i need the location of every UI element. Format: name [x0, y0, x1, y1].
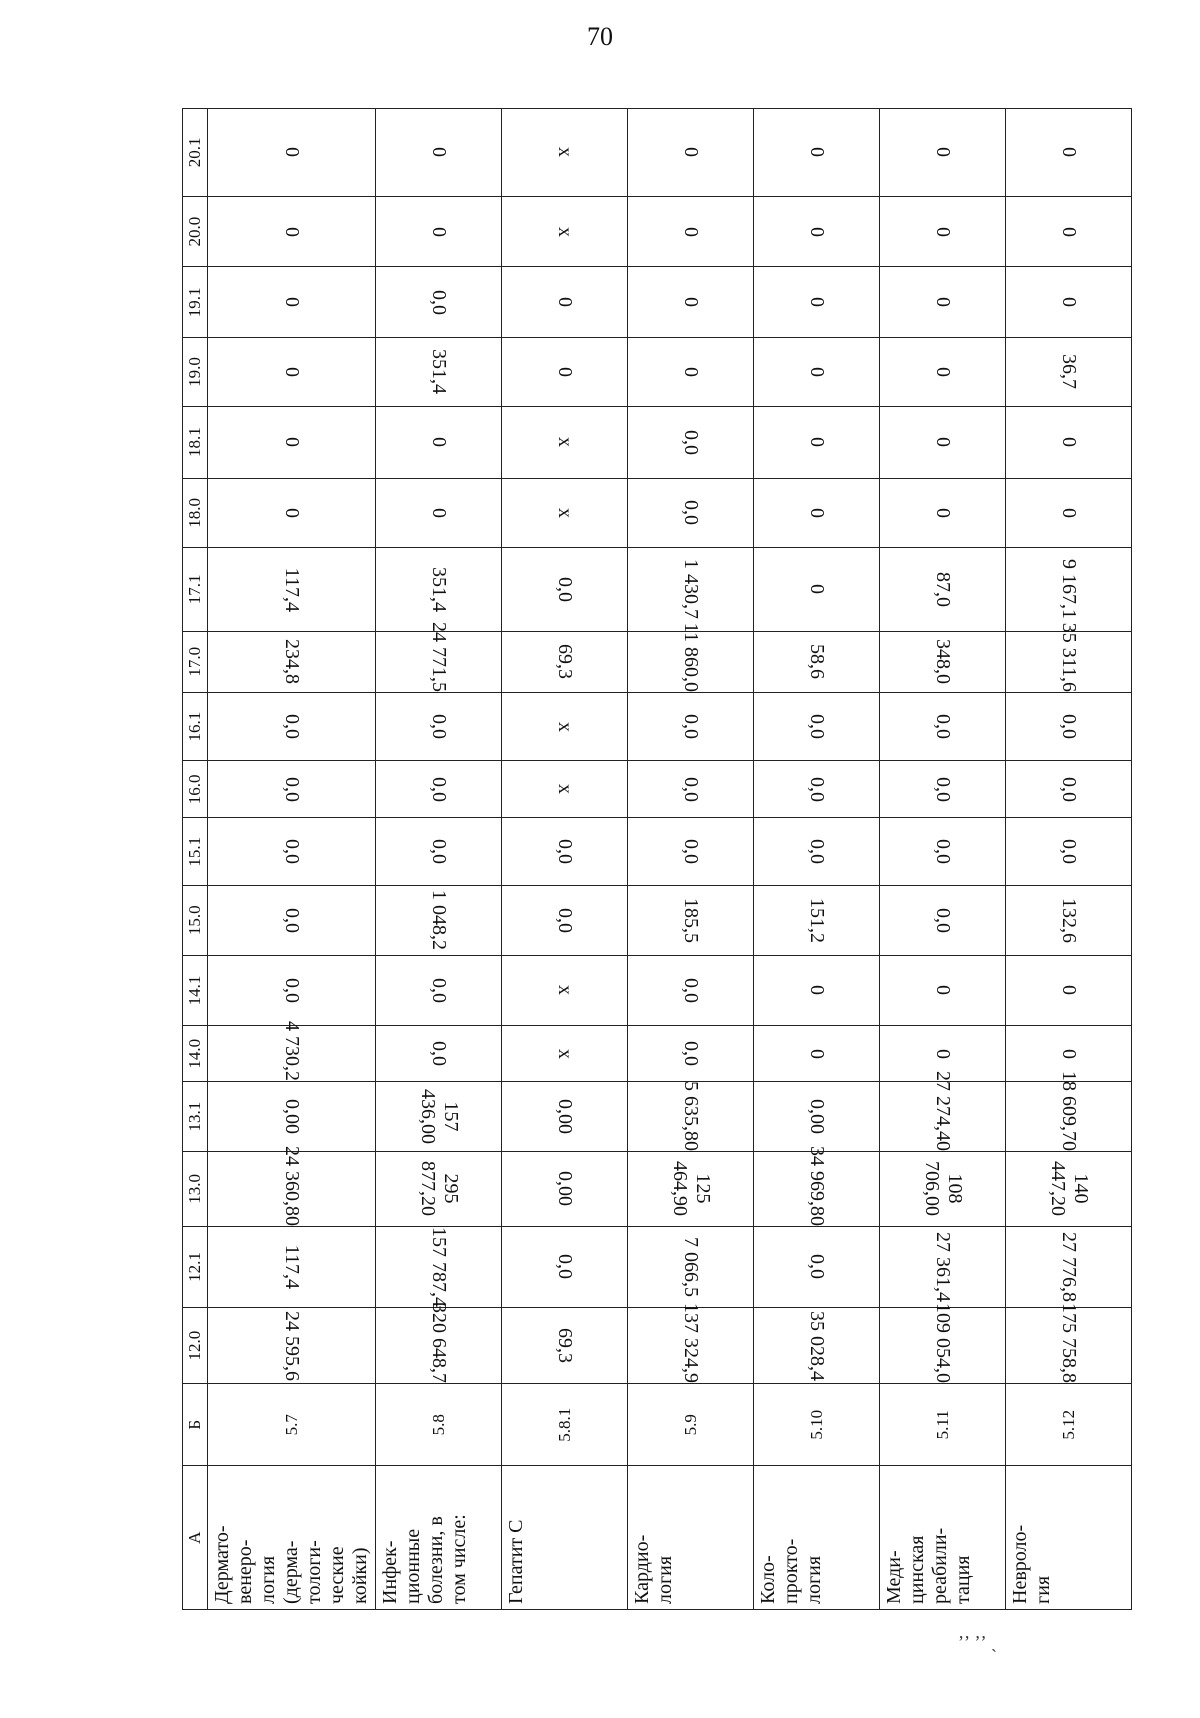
value-text: 0,00 [554, 1099, 576, 1135]
data-table [182, 108, 1132, 1610]
value-cell [754, 478, 880, 548]
value-text: 0,0 [680, 500, 702, 526]
value-text: 0 [1058, 437, 1080, 448]
value-text: 0 [932, 226, 954, 237]
value-cell [502, 1151, 628, 1226]
value-cell [628, 406, 754, 478]
value-cell [754, 338, 880, 407]
value-text: 0 [428, 437, 450, 448]
value-text: 0 [806, 507, 828, 518]
value-text: 35 311,6 [1058, 622, 1080, 692]
value-text: 0 [554, 297, 576, 308]
column-header: 15.1 [183, 818, 208, 886]
value-text: 0 [1058, 1048, 1080, 1059]
value-text: 157 787,4 [428, 1227, 450, 1307]
value-cell [880, 548, 1006, 631]
column-header: 14.0 [183, 1026, 208, 1082]
value-cell [376, 109, 502, 197]
value-text: 320 648,7 [428, 1303, 450, 1384]
value-cell [208, 818, 376, 886]
value-cell [754, 818, 880, 886]
value-cell [880, 1070, 1006, 1152]
value-text: 109 054,0 [932, 1303, 954, 1384]
value-cell [754, 955, 880, 1026]
value-text: 11 860,0 [680, 622, 702, 692]
value-text: 0 [1058, 985, 1080, 996]
value-text: 0 [932, 437, 954, 448]
category-cell: Меди- цинская реабили- тация [880, 1466, 1006, 1610]
value-text: 0,0 [932, 839, 954, 865]
value-cell [754, 631, 880, 692]
value-cell [754, 1026, 880, 1082]
value-cell [208, 631, 376, 692]
value-text: 0,0 [932, 714, 954, 740]
value-text: 0 [1058, 297, 1080, 308]
value-cell [376, 406, 502, 478]
column-header: 15.0 [183, 885, 208, 955]
value-cell [376, 692, 502, 761]
column-header: 17.1 [183, 548, 208, 631]
value-text: 36,7 [1058, 354, 1080, 390]
value-text: 0 [1058, 147, 1080, 158]
value-cell [208, 548, 376, 631]
value-text: x [554, 226, 576, 237]
value-text: 0,0 [281, 907, 303, 933]
column-header: 16.0 [183, 761, 208, 818]
value-cell [1006, 1151, 1132, 1226]
value-text: 351,4 [428, 349, 450, 395]
value-text: 117,4 [281, 567, 303, 612]
value-cell [376, 621, 502, 692]
value-text: x [554, 784, 576, 795]
value-text: 0 [806, 226, 828, 237]
value-text: 0,0 [281, 977, 303, 1003]
column-header: 19.1 [183, 267, 208, 338]
value-cell [376, 955, 502, 1026]
value-text: 0 [680, 297, 702, 308]
value-text: 0,0 [554, 1254, 576, 1280]
value-cell [502, 955, 628, 1026]
value-cell [208, 478, 376, 548]
value-text: 0,0 [428, 776, 450, 802]
value-cell [628, 548, 754, 631]
value-text: 0 [806, 985, 828, 996]
value-text: 0,0 [428, 839, 450, 865]
value-text: 0,0 [806, 776, 828, 802]
value-cell [1006, 885, 1132, 955]
value-cell [628, 109, 754, 197]
column-header: 18.1 [183, 406, 208, 478]
value-cell [754, 1145, 880, 1226]
value-cell [628, 267, 754, 338]
value-cell [376, 338, 502, 407]
value-text: 0 [806, 297, 828, 308]
value-cell [502, 692, 628, 761]
value-cell [880, 267, 1006, 338]
value-cell [880, 1226, 1006, 1307]
column-header: 14.1 [183, 955, 208, 1026]
table-body [208, 109, 1132, 1610]
value-cell [1006, 267, 1132, 338]
value-cell [208, 1308, 376, 1384]
value-cell [208, 338, 376, 407]
category-cell: Гепатит С [502, 1466, 628, 1610]
value-cell [628, 761, 754, 818]
column-header: 16.1 [183, 692, 208, 761]
value-text: 0,0 [1058, 839, 1080, 865]
column-header: 12.1 [183, 1226, 208, 1307]
value-text: 0 [806, 437, 828, 448]
value-text: 58,6 [806, 644, 828, 680]
value-text: x [554, 437, 576, 448]
value-text: 0 [932, 507, 954, 518]
value-text: 0,0 [806, 839, 828, 865]
value-cell [502, 478, 628, 548]
value-cell [880, 692, 1006, 761]
table-row [628, 109, 754, 1610]
value-cell [628, 478, 754, 548]
value-text: x [554, 1048, 576, 1059]
value-text: 0 [806, 584, 828, 595]
rotated-table-container [182, 108, 1100, 1610]
value-cell [1006, 622, 1132, 692]
value-text: 35 028,4 [806, 1310, 828, 1381]
value-text: 4 730,2 [281, 1021, 303, 1082]
value-text: 0 [281, 507, 303, 518]
category-cell: Коло- прокто- логия [754, 1466, 880, 1610]
value-cell [376, 1082, 502, 1152]
column-header: 20.1 [183, 109, 208, 197]
value-text: 0,0 [554, 839, 576, 865]
category-cell: Инфек- ционные болезни, в том числе: [376, 1466, 502, 1610]
value-text: 0 [428, 147, 450, 158]
value-cell [502, 1308, 628, 1384]
value-cell [208, 406, 376, 478]
category-cell: Дермато- венеро- логия (дерма- тологи- ческие койки) [208, 1466, 376, 1610]
value-cell [1006, 109, 1132, 197]
value-cell [1006, 406, 1132, 478]
value-text: 0,00 [281, 1099, 303, 1135]
column-header: 19.0 [183, 338, 208, 407]
value-cell [1006, 1070, 1132, 1152]
value-text: 1 430,7 [680, 559, 702, 620]
value-cell [1006, 955, 1132, 1026]
value-text: 132,6 [1058, 897, 1080, 943]
value-text: 0 [1058, 226, 1080, 237]
table-header [183, 109, 208, 1610]
value-cell [880, 818, 1006, 886]
value-cell [1006, 692, 1132, 761]
value-text: 24 771,5 [428, 621, 450, 692]
value-cell [208, 109, 376, 197]
value-cell [880, 761, 1006, 818]
table-row [1006, 109, 1132, 1610]
value-cell [502, 1082, 628, 1152]
value-cell [880, 196, 1006, 267]
value-cell [208, 1021, 376, 1082]
code-cell: 5.8 [376, 1384, 502, 1466]
code-cell: 5.8.1 [502, 1384, 628, 1466]
value-cell [208, 885, 376, 955]
value-text: 0,0 [680, 839, 702, 865]
value-cell [628, 1151, 754, 1226]
value-text: 348,0 [932, 639, 954, 685]
value-cell [628, 1303, 754, 1384]
value-cell [754, 761, 880, 818]
value-text: 24 360,80 [281, 1145, 303, 1226]
value-cell [376, 1303, 502, 1384]
value-text: 0,0 [680, 1041, 702, 1067]
value-cell [628, 338, 754, 407]
value-cell [880, 631, 1006, 692]
value-cell [880, 1303, 1006, 1384]
value-cell [502, 885, 628, 955]
value-text: 0 [932, 147, 954, 158]
value-text: 0,0 [428, 289, 450, 315]
value-cell [754, 1082, 880, 1152]
column-header: 12.0 [183, 1308, 208, 1384]
value-text: 0,0 [680, 776, 702, 802]
value-text: 234,8 [281, 639, 303, 685]
value-cell [502, 109, 628, 197]
value-text: 0 [806, 1048, 828, 1059]
value-cell [880, 406, 1006, 478]
value-cell [502, 267, 628, 338]
value-cell [502, 1226, 628, 1307]
value-cell [880, 338, 1006, 407]
value-text: 7 066,5 [680, 1237, 702, 1297]
value-text: 108 706,00 [920, 1161, 966, 1217]
value-text: 351,4 [428, 566, 450, 612]
value-cell [1006, 196, 1132, 267]
column-header: 13.1 [183, 1082, 208, 1152]
value-text: 69,3 [554, 644, 576, 680]
column-header: 18.0 [183, 478, 208, 548]
value-cell [376, 818, 502, 886]
value-cell [502, 338, 628, 407]
value-text: x [554, 507, 576, 518]
value-cell [1006, 1303, 1132, 1384]
value-text: 157 436,00 [416, 1089, 462, 1145]
value-text: 27 274,40 [932, 1070, 954, 1151]
category-cell: Кардио- логия [628, 1466, 754, 1610]
value-cell [376, 548, 502, 631]
value-text: 0 [281, 147, 303, 158]
value-text: 0 [806, 366, 828, 377]
table-row [208, 109, 376, 1610]
column-header: 13.0 [183, 1151, 208, 1226]
column-header: А [183, 1466, 208, 1610]
value-text: 0,0 [806, 714, 828, 740]
value-text: 27 361,4 [932, 1232, 954, 1302]
table-row [502, 109, 628, 1610]
value-text: 1 048,2 [428, 890, 450, 951]
value-cell [754, 406, 880, 478]
value-text: 0 [680, 147, 702, 158]
value-cell [880, 955, 1006, 1026]
value-cell [628, 1082, 754, 1152]
value-text: 0 [1058, 507, 1080, 518]
value-cell [376, 1226, 502, 1307]
value-text: 0 [554, 366, 576, 377]
value-text: 69,3 [554, 1328, 576, 1364]
value-cell [1006, 1226, 1132, 1307]
value-cell [628, 1226, 754, 1307]
value-text: 295 877,20 [416, 1161, 462, 1217]
value-text: 0 [932, 366, 954, 377]
value-text: 0,0 [281, 839, 303, 865]
value-text: 5 635,80 [680, 1080, 702, 1151]
value-cell [502, 631, 628, 692]
value-cell [1006, 548, 1132, 631]
value-text: 0,0 [1058, 714, 1080, 740]
rotated-table-region [182, 108, 1100, 1610]
value-text: 117,4 [281, 1244, 303, 1290]
value-cell [376, 885, 502, 955]
value-text: 0,0 [1058, 776, 1080, 802]
value-cell [502, 1026, 628, 1082]
value-text: 0 [281, 366, 303, 377]
value-text: 0 [428, 507, 450, 518]
value-text: 0 [680, 226, 702, 237]
value-cell [1006, 478, 1132, 548]
value-cell [376, 478, 502, 548]
value-text: 0 [281, 226, 303, 237]
table-row [754, 109, 880, 1610]
code-cell: 5.9 [628, 1384, 754, 1466]
value-cell [208, 1082, 376, 1152]
value-text: 0,0 [428, 714, 450, 740]
value-cell [628, 622, 754, 692]
value-cell [754, 267, 880, 338]
column-header: 17.0 [183, 631, 208, 692]
value-text: 185,5 [680, 897, 702, 943]
value-text: x [554, 985, 576, 996]
value-cell [208, 955, 376, 1026]
value-cell [880, 478, 1006, 548]
value-text: 0 [680, 366, 702, 377]
category-cell: Невроло- гия [1006, 1466, 1132, 1610]
value-cell [208, 1226, 376, 1307]
value-text: 9 167,1 [1058, 559, 1080, 620]
value-cell [208, 196, 376, 267]
scan-mark: ʼʼ ʼʼ ˎ [958, 1632, 997, 1652]
value-text: 140 447,20 [1046, 1161, 1092, 1217]
value-text: 18 609,70 [1058, 1070, 1080, 1151]
value-text: x [554, 147, 576, 158]
value-text: 0,0 [281, 776, 303, 802]
value-cell [754, 885, 880, 955]
value-cell [376, 1151, 502, 1226]
value-cell [754, 109, 880, 197]
value-text: 0 [932, 1048, 954, 1059]
value-cell [1006, 761, 1132, 818]
code-cell: 5.12 [1006, 1384, 1132, 1466]
value-cell [208, 761, 376, 818]
value-text: 0,00 [554, 1171, 576, 1207]
value-text: 0 [932, 297, 954, 308]
value-text: 175 758,8 [1058, 1303, 1080, 1384]
value-cell [1006, 338, 1132, 407]
value-text: 0,0 [554, 576, 576, 602]
value-text: 24 595,6 [281, 1310, 303, 1381]
value-text: 0,0 [680, 714, 702, 740]
value-cell [754, 1226, 880, 1307]
value-text: 0 [806, 147, 828, 158]
code-cell: 5.10 [754, 1384, 880, 1466]
value-cell [502, 761, 628, 818]
value-cell [754, 196, 880, 267]
value-text: 151,2 [806, 897, 828, 943]
value-cell [880, 109, 1006, 197]
value-cell [208, 692, 376, 761]
value-cell [1006, 818, 1132, 886]
code-cell: 5.11 [880, 1384, 1006, 1466]
value-text: 0,0 [281, 714, 303, 740]
value-text: x [554, 721, 576, 732]
value-cell [628, 1026, 754, 1082]
table-row [376, 109, 502, 1610]
value-text: 87,0 [932, 571, 954, 607]
value-text: 34 969,80 [806, 1145, 828, 1226]
value-cell [208, 267, 376, 338]
value-text: 0,0 [428, 1041, 450, 1067]
value-cell [754, 1308, 880, 1384]
value-text: 0,0 [680, 429, 702, 455]
column-header: Б [183, 1384, 208, 1466]
value-text: 0 [932, 985, 954, 996]
value-text: 0,0 [932, 776, 954, 802]
table-row [880, 109, 1006, 1610]
value-text: 0,0 [680, 977, 702, 1003]
value-cell [502, 548, 628, 631]
value-cell [880, 885, 1006, 955]
value-cell [502, 406, 628, 478]
value-cell [628, 196, 754, 267]
value-cell [880, 1151, 1006, 1226]
column-header: 20.0 [183, 196, 208, 267]
value-cell [376, 1026, 502, 1082]
value-text: 137 324,9 [680, 1303, 702, 1384]
value-cell [376, 267, 502, 338]
value-text: 0,0 [428, 977, 450, 1003]
value-cell [502, 818, 628, 886]
value-text: 0 [281, 297, 303, 308]
value-text: 0,0 [932, 907, 954, 933]
value-text: 0,0 [806, 1254, 828, 1280]
value-text: 0 [428, 226, 450, 237]
value-cell [208, 1145, 376, 1226]
value-cell [628, 885, 754, 955]
value-text: 27 776,8 [1058, 1232, 1080, 1302]
value-text: 0,00 [806, 1099, 828, 1135]
value-cell [376, 196, 502, 267]
code-cell: 5.7 [208, 1384, 376, 1466]
value-text: 0,0 [554, 907, 576, 933]
header-row [183, 109, 208, 1610]
value-cell [754, 692, 880, 761]
value-cell [628, 818, 754, 886]
page-number: 70 [587, 22, 613, 51]
value-text: 0 [281, 437, 303, 448]
value-text: 125 464,90 [668, 1161, 714, 1217]
value-cell [376, 761, 502, 818]
value-cell [628, 692, 754, 761]
value-cell [628, 955, 754, 1026]
value-cell [502, 196, 628, 267]
value-cell [754, 548, 880, 631]
